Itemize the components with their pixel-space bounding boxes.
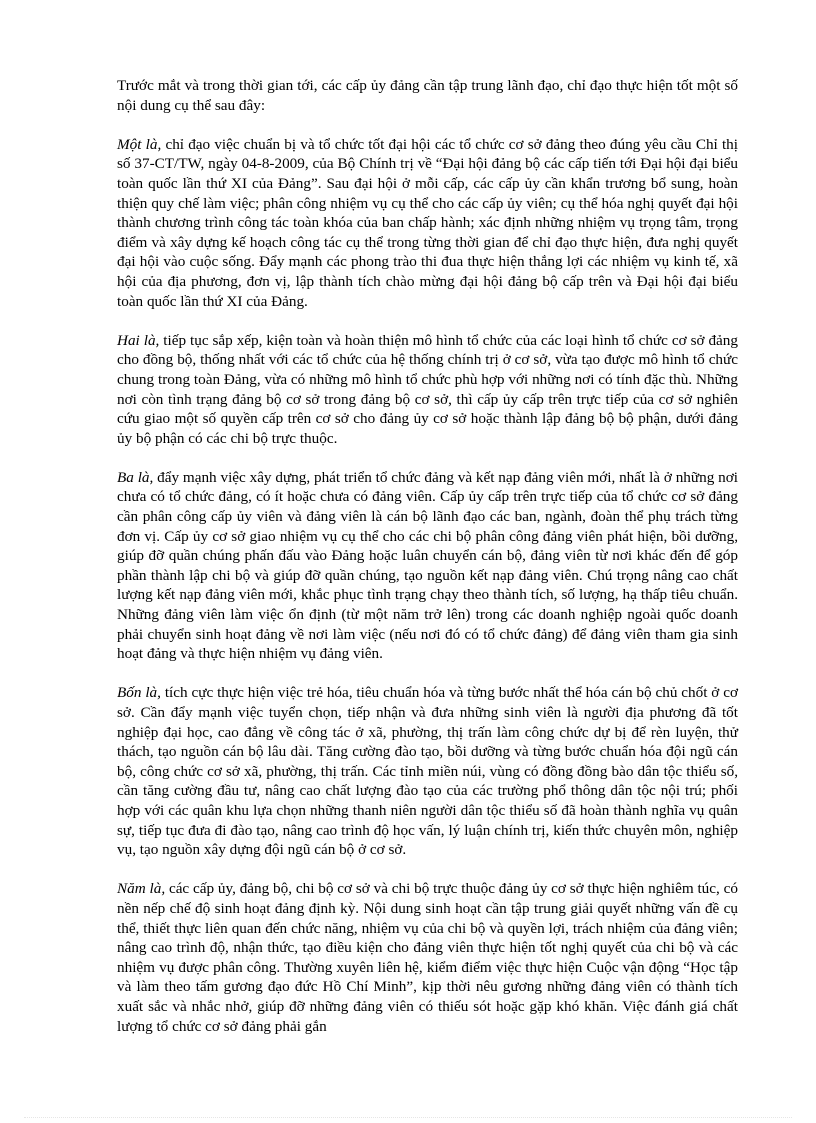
paragraph-lead: Bốn là, bbox=[117, 684, 161, 702]
intro-paragraph bbox=[117, 76, 738, 115]
intro-text: Trước mắt và trong thời gian tới, các cấp ủy đảng cần tập trung lãnh đạo, chỉ đạo thực hiện tốt một số nội dung cụ thể sau đây: bbox=[117, 77, 738, 114]
paragraph-one bbox=[117, 135, 738, 311]
paragraph-text: tích cực thực hiện việc trẻ hóa, tiêu chuẩn hóa và từng bước nhất thể hóa cán bộ chủ chốt ở cơ sở. Cần đẩy mạnh việc tuyển chọn, tiếp nhận và đưa những sinh viên là người địa phương đã tốt nghiệp đại học, cao đẳng về công tác ở xã, phường, thị trấn làm công chức dự bị để rèn luyện, thử thách, tạo nguồn cán bộ lâu dài. Tăng cường đào tạo, bồi dưỡng và từng bước chuẩn hóa đội ngũ cán bộ, công chức cơ sở xã, phường, thị trấn. Các tỉnh miền núi, vùng có đồng đồng bào dân tộc thiểu số, cần tăng cường đầu tư, nâng cao chất lượng đào tạo của các trường phổ thông dân tộc nội trú; phối hợp với các quân khu lựa chọn những thanh niên người dân tộc thiểu số đã hoàn thành nghĩa vụ quân sự, tiếp tục đưa đi đào tạo, nâng cao trình độ học vấn, lý luận chính trị, kiến thức chuyên môn, nghiệp vụ, tạo nguồn xây dựng đội ngũ cán bộ ở cơ sở. bbox=[117, 684, 738, 859]
paragraph-text: đẩy mạnh việc xây dựng, phát triển tổ chức đảng và kết nạp đảng viên mới, nhất là ở những nơi chưa có tổ chức đảng, có ít hoặc chưa có đảng viên. Cấp ủy cấp trên trực tiếp của tổ chức cơ sở đảng cần phân công cấp ủy viên và đảng viên là cán bộ lãnh đạo các ban, ngành, đoàn thể phụ trách từng đơn vị. Cấp ủy cơ sở giao nhiệm vụ cụ thể cho các chi bộ phân công đảng viên phát hiện, bồi dưỡng, giúp đỡ quần chúng phấn đấu vào Đảng hoặc luân chuyển cán bộ, đảng viên từ nơi khác đến để góp phần thành lập chi bộ và giúp đỡ quần chúng, tạo nguồn kết nạp đảng viên. Chú trọng nâng cao chất lượng kết nạp đảng viên mới, khắc phục tình trạng chạy theo thành tích, số lượng, hạ thấp tiêu chuẩn. Những đảng viên làm việc ổn định (từ một năm trở lên) trong các doanh nghiệp ngoài quốc doanh phải chuyển sinh hoạt đảng về nơi làm việc (nếu nơi đó có tổ chức đảng) để đảng viên tham gia sinh hoạt đảng và thực hiện nhiệm vụ đảng viên. bbox=[117, 468, 738, 663]
paragraph-lead: Một là, bbox=[117, 135, 162, 153]
document-body bbox=[117, 76, 738, 1056]
paragraph-three bbox=[117, 468, 738, 664]
paragraph-lead: Ba là, bbox=[117, 468, 154, 486]
paragraph-four bbox=[117, 683, 738, 859]
paragraph-text: các cấp ủy, đảng bộ, chi bộ cơ sở và chi bộ trực thuộc đảng ủy cơ sở thực hiện nghiêm túc, có nền nếp chế độ sinh hoạt đảng định kỳ. Nội dung sinh hoạt cần tập trung giải quyết những vấn đề cụ thể, thiết thực liên quan đến chức năng, nhiệm vụ của chi bộ và quyền lợi, trách nhiệm của đảng viên; nâng cao trình độ, nhận thức, tạo điều kiện cho đảng viên thực hiện tốt nghị quyết của chi bộ và các nhiệm vụ được phân công. Thường xuyên liên hệ, kiểm điểm việc thực hiện Cuộc vận động “Học tập và làm theo tấm gương đạo đức Hồ Chí Minh”, kịp thời nêu gương những đảng viên có thành tích xuất sắc và nhắc nhở, giúp đỡ những đảng viên có thiếu sót hoặc gặp khó khăn. Việc đánh giá chất lượng tổ chức cơ sở đảng phải gắn bbox=[117, 880, 738, 1035]
page-bottom-rule bbox=[24, 1117, 792, 1118]
paragraph-two bbox=[117, 331, 738, 449]
paragraph-lead: Hai là, bbox=[117, 331, 160, 349]
paragraph-five bbox=[117, 879, 738, 1036]
paragraph-lead: Năm là, bbox=[117, 880, 166, 898]
paragraph-text: chỉ đạo việc chuẩn bị và tổ chức tốt đại hội các tổ chức cơ sở đảng theo đúng yêu cầu Chỉ thị số 37-CT/TW, ngày 04-8-2009, của Bộ Chính trị về “Đại hội đảng bộ các cấp tiến tới Đại hội đại biểu toàn quốc lần thứ XI của Đảng”. Sau đại hội ở mỗi cấp, các cấp ủy cần khẩn trương bổ sung, hoàn thiện quy chế làm việc; phân công nhiệm vụ cụ thể cho các cấp ủy viên; cụ thể hóa nghị quyết đại hội thành chương trình công tác toàn khóa của ban chấp hành; xác định những nhiệm vụ trọng tâm, trọng điểm và xây dựng kế hoạch công tác cụ thể trong từng thời gian để chỉ đạo thực hiện, đưa nghị quyết đại hội vào cuộc sống. Đẩy mạnh các phong trào thi đua thực hiện thắng lợi các nhiệm vụ kinh tế, xã hội của địa phương, đơn vị, lập thành tích chào mừng đại hội đảng bộ cấp trên và Đại hội đại biểu toàn quốc lần thứ XI của Đảng. bbox=[117, 135, 738, 310]
paragraph-text: tiếp tục sắp xếp, kiện toàn và hoàn thiện mô hình tổ chức của các loại hình tổ chức cơ sở đảng cho đồng bộ, thống nhất với các tổ chức của hệ thống chính trị ở cơ sở, vừa tạo được mô hình tổ chức chung trong toàn Đảng, vừa có những mô hình tổ chức phù hợp với những nơi có tính đặc thù. Những nơi còn tình trạng đảng bộ cơ sở trong đảng bộ cơ sở, thì cấp ủy cấp trên trực tiếp của cơ sở nghiên cứu giao một số quyền cấp trên cơ sở cho đảng ủy cơ sở hoặc thành lập đảng bộ bộ phận, dưới đảng ủy bộ phận có các chi bộ trực thuộc. bbox=[117, 331, 738, 447]
